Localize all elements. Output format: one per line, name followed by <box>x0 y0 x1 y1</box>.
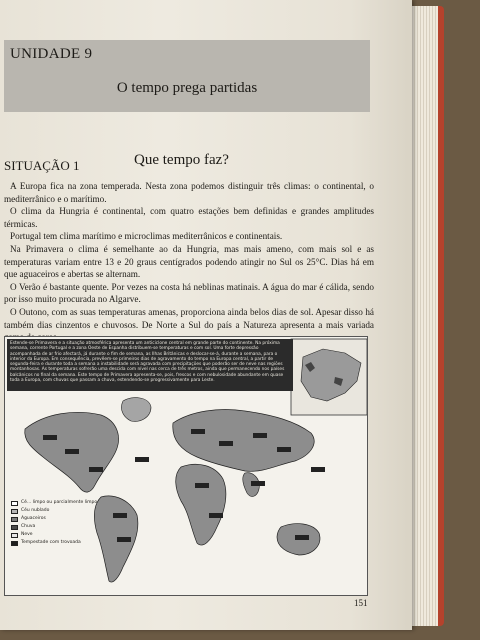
paragraph: O Outono, com as suas temperaturas amenas, proporciona ainda belos dias de sol. Apesar disso há também dias cinzentos e chuvosos. De Norte a Sul do país a Natureza apresenta a mais variada <box>4 306 374 330</box>
legend-label: Neve <box>21 532 33 537</box>
legend-label: Cé... limpo ou parcialmente limpo <box>21 500 98 505</box>
legend-item <box>11 523 105 531</box>
legend-item <box>11 515 105 523</box>
section-label: SITUAÇÃO 1 <box>4 158 80 173</box>
legend-item <box>11 507 105 515</box>
continent-eurasia <box>173 410 314 472</box>
legend-item <box>11 531 105 539</box>
continent-greenland <box>121 398 151 422</box>
paragraph: A Europa fica na zona temperada. Nesta zona podemos distinguir três climas: o continental, o mediterrânico e o marítimo. <box>4 181 374 204</box>
legend-swatch <box>11 541 18 546</box>
map-legend <box>11 499 105 547</box>
paragraph: O clima da Hungria é continental, com quatro estações bem definidas e grandes amplitudes térmicas. <box>4 206 374 229</box>
unit-title: O tempo prega partidas <box>116 80 258 96</box>
map-caption: Estende-se Primavera e a situação atmosférica apresenta um anticiclone central em grande parte do continente. Na próxima semana, corrente Portugal e a zona Oeste de Espanha distribuem-se temperaturas e com sol. Uma forte depressão acompanhada de ar frio afectará, já durante o fim de semana, as Ilhas Britânicas e deslocar-se-á, durante a semana, para o interior da Europa. Em consequência, prevêem-se primeiros dias de agravamento do tempo na Europa central, a partir de segunda-feira e durante toda a semana a instabilidade será agravada com precipitações que poderão ser de neve nas regiões montanhosas. As temperaturas sofrerão uma descida com nível nas cerca de três metros, ainda que permanecendo nos países balcânicos no final da semana. Este tempo de Primavera apresenta-se, pois, frescos e com nebulosidade abundante em quase toda a Europa, com chuvas que passam a chuva, estendendo-se progressivamente para Leste. <box>7 339 293 391</box>
legend-swatch <box>11 517 18 522</box>
section-title: Que tempo faz? <box>134 152 229 168</box>
legend-swatch <box>11 509 18 514</box>
body-text <box>4 180 374 344</box>
legend-swatch <box>11 525 18 530</box>
unit-label: UNIDADE 9 <box>10 46 93 62</box>
paragraph: Na Primavera o clima é semelhante ao da Hungria, mas mais ameno, com mais sol e as temperaturas variam entre 13 e 20 graus centígrados podendo atingir no Sul os 25°C. Dias há em que aguaceiros e abertas se alternam. <box>4 243 374 280</box>
legend-item <box>11 499 105 507</box>
paragraph: Portugal tem clima marítimo e microclimas mediterrânicos e continentais. <box>10 231 283 242</box>
legend-label: Céu nublado <box>21 508 50 513</box>
legend-label: Aguaceiros <box>21 516 46 521</box>
legend-label: Chuva <box>21 524 36 529</box>
legend-item <box>11 539 105 547</box>
legend-label: Tempestade com trovoada <box>21 540 81 545</box>
continent-africa <box>176 464 226 545</box>
paragraph: O Verão é bastante quente. Por vezes na costa há neblinas matinais. A água do mar é cálida, sendo por isso muito procurada no Algarve. <box>4 281 374 305</box>
legend-swatch <box>11 533 18 538</box>
legend-swatch <box>11 501 18 506</box>
weather-map <box>4 336 368 596</box>
page-number: 151 <box>354 598 368 608</box>
unit-header <box>4 40 370 112</box>
